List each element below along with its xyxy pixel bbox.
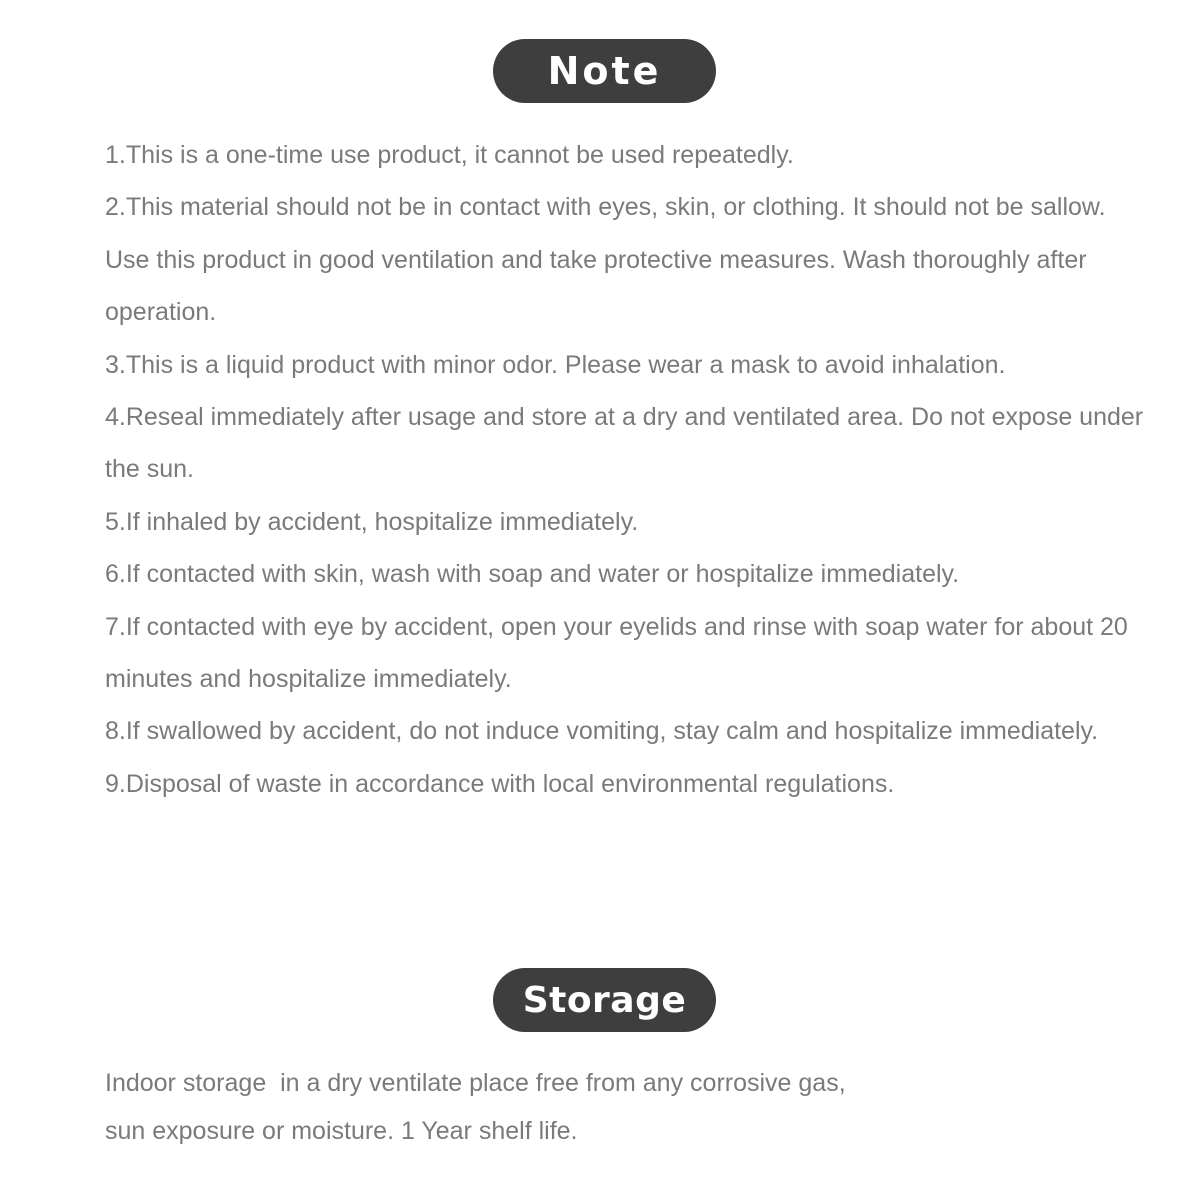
note-item: 2.This material should not be in contact with eyes, skin, or clothing. It should not be sallow. Use this product in good ventilation and take protective measures. Wash thoroughly after operation. xyxy=(105,193,1106,327)
storage-heading-text: Storage xyxy=(522,979,687,1021)
note-item: 7.If contacted with eye by accident, open your eyelids and rinse with soap water for about 20 minutes and hospitalize immediately. xyxy=(105,612,1128,694)
storage-line: Indoor storage in a dry ventilate place free from any corrosive gas, xyxy=(105,1069,846,1097)
storage-heading xyxy=(493,968,716,1032)
note-item: 1.This is a one-time use product, it cannot be used repeatedly. xyxy=(105,141,794,169)
note-heading xyxy=(493,39,716,103)
note-item: 4.Reseal immediately after usage and store at a dry and ventilated area. Do not expose under the sun. xyxy=(105,403,1144,484)
note-item: 5.If inhaled by accident, hospitalize immediately. xyxy=(105,507,639,536)
note-item: 6.If contacted with skin, wash with soap and water or hospitalize immediately. xyxy=(105,560,960,589)
note-item: 8.If swallowed by accident, do not induce vomiting, stay calm and hospitalize immediately. xyxy=(105,717,1099,746)
storage-line: sun exposure or moisture. 1 Year shelf life. xyxy=(105,1117,578,1145)
storage-description xyxy=(105,1059,1105,1155)
note-item: 9.Disposal of waste in accordance with local environmental regulations. xyxy=(105,769,895,798)
note-item: 3.This is a liquid product with minor odor. Please wear a mask to avoid inhalation. xyxy=(105,350,1006,379)
note-list xyxy=(105,129,1145,810)
note-heading-text: Note xyxy=(547,49,662,93)
